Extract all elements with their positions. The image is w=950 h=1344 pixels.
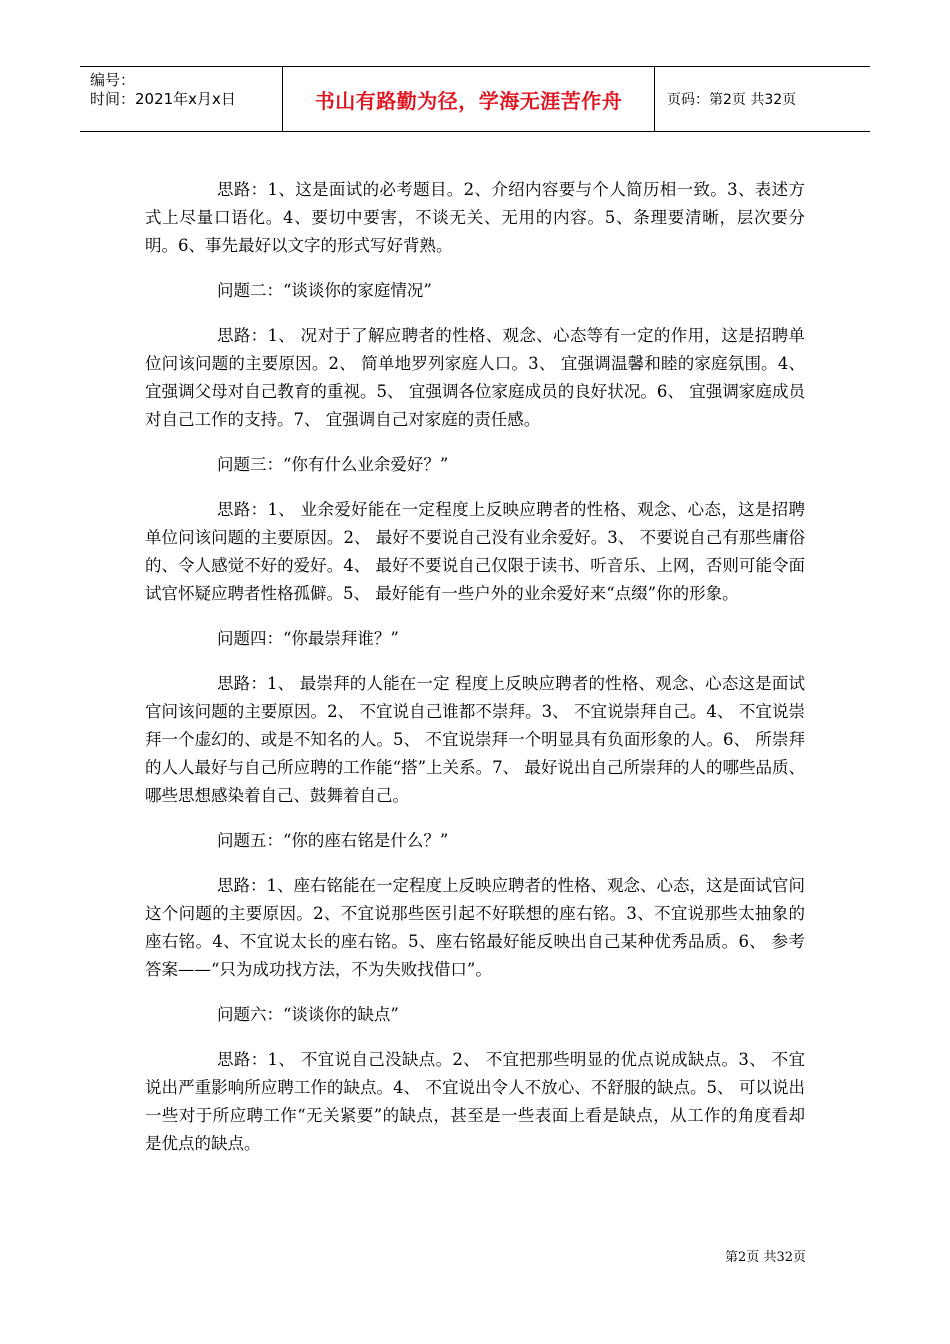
page-header	[80, 66, 870, 132]
answer-paragraph: 思路：1、 业余爱好能在一定程度上反映应聘者的性格、观念、心态，这是招聘单位问该问题的主要原因。2、 最好不要说自己没有业余爱好。3、 不要说自己有那些庸俗的、令人感觉不好的爱好。4、 最好不要说自己仅限于读书、听音乐、上网，否则可能令面试官怀疑应聘者性格孤僻。5、 最好能有一些户外的业余爱好来“点缀”你的形象。	[145, 500, 805, 603]
document-date-label: 时间：2021年x月x日	[90, 90, 236, 108]
header-motto: 书山有路勤为径，学海无涯苦作舟	[314, 88, 623, 113]
question-heading: 问题二：“谈谈你的家庭情况”	[217, 281, 432, 300]
answer-paragraph: 思路：1、 不宜说自己没缺点。2、 不宜把那些明显的优点说成缺点。3、 不宜说出严重影响所应聘工作的缺点。4、 不宜说出令人不放心、不舒服的缺点。5、 可以说出一些对于所应聘工作“无关紧要”的缺点，甚至是一些表面上看是缺点，从工作的角度看却是优点的缺点。	[145, 1050, 805, 1153]
question-heading: 问题五：“你的座右铭是什么？”	[217, 831, 449, 850]
page-footer	[725, 1246, 806, 1265]
header-page-number: 页码：第2页 共32页	[667, 92, 797, 108]
question-heading: 问题六：“谈谈你的缺点”	[217, 1005, 399, 1024]
question-heading: 问题四：“你最崇拜谁？”	[217, 629, 399, 648]
header-motto-cell	[283, 67, 655, 131]
answer-paragraph: 思路：1、座右铭能在一定程度上反映应聘者的性格、观念、心态，这是面试官问这个问题的主要原因。2、不宜说那些医引起不好联想的座右铭。3、不宜说那些太抽象的座右铭。4、不宜说太长的座右铭。5、座右铭最好能反映出自己某种优秀品质。6、 参考答案——“只为成功找方法，不为失败找借口”。	[145, 876, 805, 979]
answer-paragraph: 思路：1、 最崇拜的人能在一定 程度上反映应聘者的性格、观念、心态这是面试官问该问题的主要原因。2、 不宜说自己谁都不崇拜。3、 不宜说崇拜自己。4、 不宜说崇拜一个虚幻的、或是不知名的人。5、 不宜说崇拜一个明显具有负面形象的人。6、 所崇拜的人人最好与自己所应聘的工作能“搭”上关系。7、 最好说出自己所崇拜的人的哪些品质、哪些思想感染着自己、鼓舞着自己。	[145, 674, 805, 805]
question-heading: 问题三：“你有什么业余爱好？”	[217, 455, 449, 474]
footer-page-number: 第2页 共32页	[725, 1250, 806, 1265]
document-body	[145, 176, 805, 1158]
header-meta	[80, 67, 283, 131]
header-page-cell	[655, 67, 870, 131]
answer-paragraph: 思路：1、 况对于了解应聘者的性格、观念、心态等有一定的作用，这是招聘单位问该问题的主要原因。2、 简单地罗列家庭人口。3、 宜强调温馨和睦的家庭氛围。4、 宜强调父母对自己教育的重视。5、 宜强调各位家庭成员的良好状况。6、 宜强调家庭成员对自己工作的支持。7、 宜强调自己对家庭的责任感。	[145, 326, 805, 429]
answer-paragraph: 思路：1、这是面试的必考题目。2、介绍内容要与个人简历相一致。3、表述方式上尽量口语化。4、要切中要害，不谈无关、无用的内容。5、条理要清晰，层次要分明。6、事先最好以文字的形式写好背熟。	[145, 180, 805, 255]
document-number-label: 编号：	[90, 71, 136, 89]
